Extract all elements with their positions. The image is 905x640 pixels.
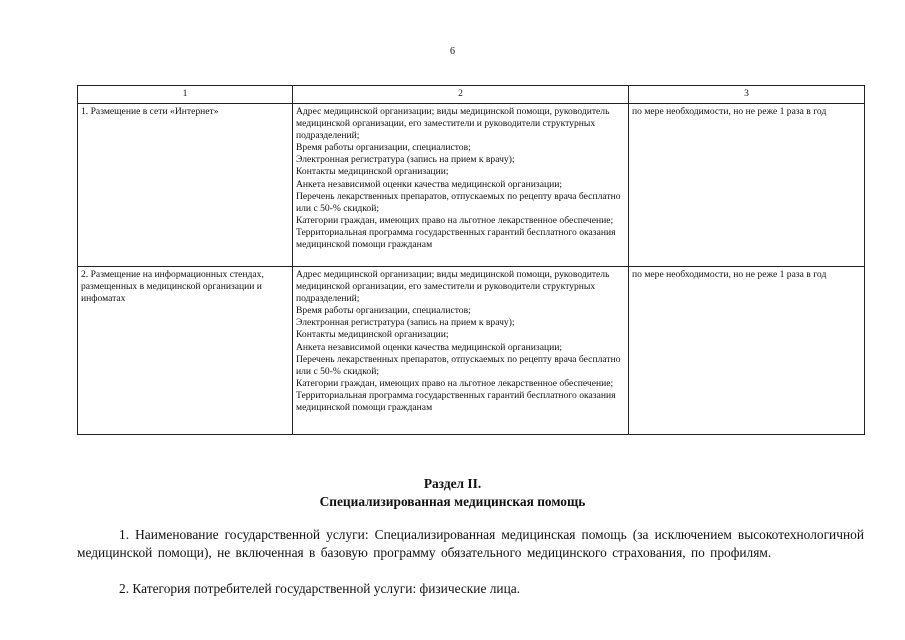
column-header-1: 1 bbox=[78, 86, 293, 104]
content-line: Адрес медицинской организации; виды медицинской помощи, руководитель медицинской организации, его заместители и руководители структурных подразделений; bbox=[296, 106, 610, 142]
content-line: Время работы организации, специалистов; bbox=[296, 305, 471, 317]
content-line: Перечень лекарственных препаратов, отпускаемых по рецепту врача бесплатно или с 50-% скидкой; bbox=[296, 353, 621, 377]
content-line: Территориальная программа государственных гарантий бесплатного оказания медицинской помощи гражданам bbox=[296, 226, 616, 251]
table-row bbox=[78, 267, 865, 435]
table-header-row bbox=[78, 86, 865, 104]
method-cell: 2. Размещение на информационных стендах, размещенных в медицинской организации и инфоматах bbox=[78, 267, 293, 435]
content-cell bbox=[293, 267, 629, 435]
content-line: Адрес медицинской организации; виды медицинской помощи, руководитель медицинской организации, его заместители и руководители структурных подразделений; bbox=[296, 269, 610, 305]
section-title: Раздел II. bbox=[423, 476, 482, 491]
table-row bbox=[78, 104, 865, 267]
frequency-cell: по мере необходимости, но не реже 1 раза в год bbox=[629, 267, 865, 435]
content-line: Категории граждан, имеющих право на льготное лекарственное обеспечение; bbox=[296, 377, 614, 389]
column-header-3: 3 bbox=[629, 86, 865, 104]
content-line: Электронная регистратура (запись на прием к врачу); bbox=[296, 154, 515, 166]
content-line: Контакты медицинской организации; bbox=[296, 166, 449, 178]
column-header-2: 2 bbox=[293, 86, 629, 104]
content-line: Перечень лекарственных препаратов, отпускаемых по рецепту врача бесплатно или с 50-% скидкой; bbox=[296, 190, 621, 214]
info-disclosure-table bbox=[77, 85, 865, 435]
content-line: Анкета независимой оценки качества медицинской организации; bbox=[296, 178, 563, 190]
content-line: Территориальная программа государственных гарантий бесплатного оказания медицинской помощи гражданам bbox=[296, 389, 616, 414]
frequency-cell: по мере необходимости, но не реже 1 раза в год bbox=[629, 104, 865, 267]
content-line: Время работы организации, специалистов; bbox=[296, 142, 471, 154]
paragraph-service-name: 1. Наименование государственной услуги: Специализированная медицинская помощь (за исключением высокотехнологичной медицинской помощи), не включенная в базовую программу обязательного медицинского страхования, по профилям. bbox=[77, 527, 864, 560]
content-line: Электронная регистратура (запись на прием к врачу); bbox=[296, 317, 515, 329]
page-number: 6 bbox=[450, 46, 455, 57]
section-subtitle: Специализированная медицинская помощь bbox=[319, 494, 586, 509]
content-line: Контакты медицинской организации; bbox=[296, 329, 449, 341]
paragraph-consumer-category: 2. Категория потребителей государственной услуги: физические лица. bbox=[119, 581, 521, 596]
method-cell: 1. Размещение в сети «Интернет» bbox=[78, 104, 293, 267]
content-line: Анкета независимой оценки качества медицинской организации; bbox=[296, 341, 563, 353]
content-cell bbox=[293, 104, 629, 267]
content-line: Категории граждан, имеющих право на льготное лекарственное обеспечение; bbox=[296, 214, 614, 226]
